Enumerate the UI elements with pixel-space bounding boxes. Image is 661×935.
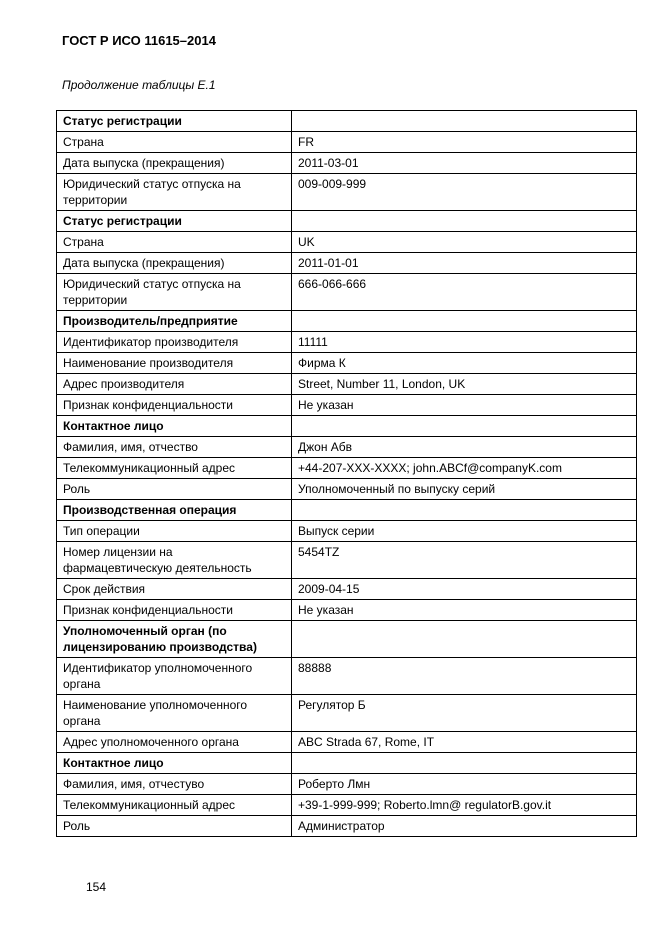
table-row — [57, 132, 637, 153]
table-row — [57, 542, 637, 579]
row-label: Производственная операция — [57, 500, 292, 521]
table-row — [57, 274, 637, 311]
row-value: ABC Strada 67, Rome, IT — [292, 732, 637, 753]
row-label: Наименование производителя — [57, 353, 292, 374]
table-row — [57, 795, 637, 816]
table-row — [57, 600, 637, 621]
row-label: Статус регистрации — [57, 211, 292, 232]
row-value: 009-009-999 — [292, 174, 637, 211]
row-label: Признак конфиденциальности — [57, 395, 292, 416]
row-label: Фамилия, имя, отчестуво — [57, 774, 292, 795]
table-row — [57, 374, 637, 395]
table-row — [57, 816, 637, 837]
row-label: Роль — [57, 816, 292, 837]
table-caption: Продолжение таблицы Е.1 — [62, 78, 216, 92]
row-label: Срок действия — [57, 579, 292, 600]
row-value: +44-207-XXX-XXXX; john.ABCf@companyK.com — [292, 458, 637, 479]
row-label: Телекоммуникационный адрес — [57, 458, 292, 479]
document-header: ГОСТ Р ИСО 11615–2014 — [62, 33, 216, 48]
row-value — [292, 111, 637, 132]
row-label: Телекоммуникационный адрес — [57, 795, 292, 816]
table-row — [57, 579, 637, 600]
row-label: Идентификатор уполномоченного органа — [57, 658, 292, 695]
row-value — [292, 311, 637, 332]
table-row — [57, 732, 637, 753]
section-header-row — [57, 111, 637, 132]
row-value: 2011-01-01 — [292, 253, 637, 274]
row-label: Номер лицензии на фармацевтическую деятельность — [57, 542, 292, 579]
row-value: 88888 — [292, 658, 637, 695]
row-label: Уполномоченный орган (по лицензированию производства) — [57, 621, 292, 658]
row-label: Наименование уполномоченного органа — [57, 695, 292, 732]
row-value: Регулятор Б — [292, 695, 637, 732]
table-row — [57, 395, 637, 416]
row-value: Фирма К — [292, 353, 637, 374]
row-label: Страна — [57, 132, 292, 153]
row-value: Уполномоченный по выпуску серий — [292, 479, 637, 500]
row-value — [292, 753, 637, 774]
table-row — [57, 479, 637, 500]
row-label: Страна — [57, 232, 292, 253]
table-body — [57, 111, 637, 837]
section-header-row — [57, 621, 637, 658]
row-label: Адрес производителя — [57, 374, 292, 395]
row-label: Идентификатор производителя — [57, 332, 292, 353]
section-header-row — [57, 311, 637, 332]
row-value — [292, 621, 637, 658]
row-value: 2011-03-01 — [292, 153, 637, 174]
table-row — [57, 658, 637, 695]
row-value: Роберто Лмн — [292, 774, 637, 795]
section-header-row — [57, 416, 637, 437]
row-label: Признак конфиденциальности — [57, 600, 292, 621]
data-table — [56, 110, 637, 837]
table-row — [57, 174, 637, 211]
row-value: 666-066-666 — [292, 274, 637, 311]
row-value — [292, 416, 637, 437]
row-value: Не указан — [292, 600, 637, 621]
table-row — [57, 695, 637, 732]
row-value: FR — [292, 132, 637, 153]
row-value — [292, 211, 637, 232]
table-row — [57, 353, 637, 374]
table-row — [57, 332, 637, 353]
row-label: Роль — [57, 479, 292, 500]
row-value: 11111 — [292, 332, 637, 353]
row-value: Street, Number 11, London, UK — [292, 374, 637, 395]
row-value — [292, 500, 637, 521]
row-label: Статус регистрации — [57, 111, 292, 132]
section-header-row — [57, 500, 637, 521]
row-value: Администратор — [292, 816, 637, 837]
section-header-row — [57, 753, 637, 774]
row-value: Не указан — [292, 395, 637, 416]
row-label: Производитель/предприятие — [57, 311, 292, 332]
row-value: Джон Абв — [292, 437, 637, 458]
table-row — [57, 774, 637, 795]
page-number: 154 — [86, 880, 107, 894]
row-label: Тип операции — [57, 521, 292, 542]
row-value: 5454TZ — [292, 542, 637, 579]
row-value: UK — [292, 232, 637, 253]
row-label: Дата выпуска (прекращения) — [57, 253, 292, 274]
row-label: Дата выпуска (прекращения) — [57, 153, 292, 174]
table-row — [57, 232, 637, 253]
table-row — [57, 253, 637, 274]
row-label: Юридический статус отпуска на территории — [57, 274, 292, 311]
row-value: 2009-04-15 — [292, 579, 637, 600]
row-label: Контактное лицо — [57, 753, 292, 774]
table-row — [57, 458, 637, 479]
section-header-row — [57, 211, 637, 232]
table-row — [57, 153, 637, 174]
row-value: +39-1-999-999; Roberto.lmn@ regulatorB.gov.it — [292, 795, 637, 816]
row-label: Адрес уполномоченного органа — [57, 732, 292, 753]
row-label: Контактное лицо — [57, 416, 292, 437]
table-row — [57, 437, 637, 458]
row-label: Юридический статус отпуска на территории — [57, 174, 292, 211]
row-value: Выпуск серии — [292, 521, 637, 542]
row-label: Фамилия, имя, отчество — [57, 437, 292, 458]
table-row — [57, 521, 637, 542]
